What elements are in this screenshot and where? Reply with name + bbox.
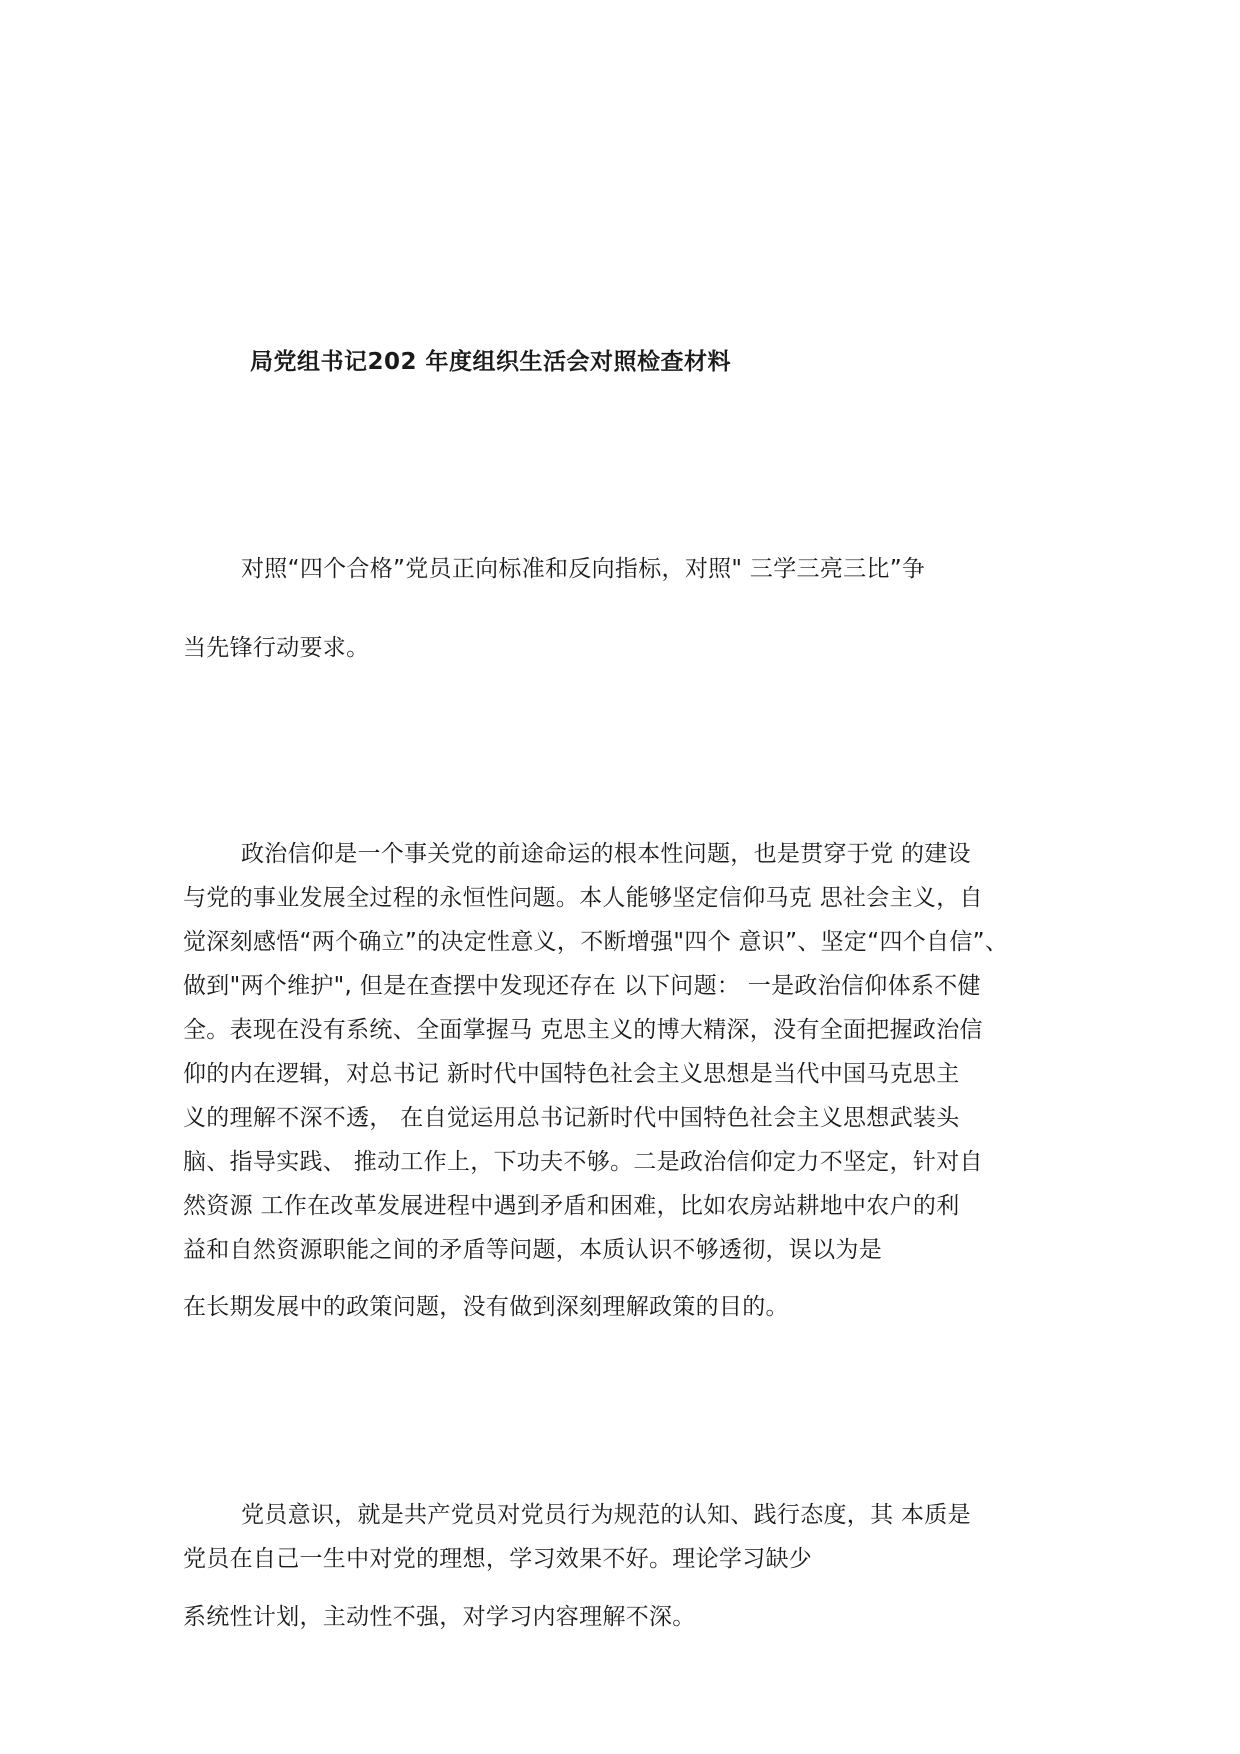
political-line-3: 觉深刻感悟“两个确立”的决定性意义，不断增强"四个 意识”、坚定“四个自信”、	[183, 929, 1009, 955]
awareness-line-2: 党员在自己一生中对党的理想，学习效果不好。理论学习缺少	[183, 1546, 813, 1572]
political-line-7: 义的理解不深不透， 在自觉运用总书记新时代中国特色社会主义思想武装头	[183, 1105, 960, 1131]
intro-line-2: 当先锋行动要求。	[183, 635, 370, 661]
political-line-9: 然资源 工作在改革发展进程中遇到矛盾和困难，比如农房站耕地中农户的利	[183, 1193, 960, 1219]
awareness-line-3: 系统性计划，主动性不强，对学习内容理解不深。	[183, 1604, 696, 1630]
political-line-5: 全。表现在没有系统、全面掌握马 克思主义的博大精深，没有全面把握政治信	[183, 1017, 983, 1043]
political-line-11: 在长期发展中的政策问题，没有做到深刻理解政策的目的。	[183, 1294, 789, 1320]
political-line-1: 政治信仰是一个事关党的前途命运的根本性问题，也是贯穿于党 的建设	[241, 841, 971, 867]
political-line-6: 仰的内在逻辑，对总书记 新时代中国特色社会主义思想是当代中国马克思主	[183, 1061, 960, 1087]
political-line-2: 与党的事业发展全过程的永恒性问题。本人能够坚定信仰马克 思社会主义，自	[183, 885, 983, 911]
political-line-8: 脑、指导实践、 推动工作上，下功夫不够。二是政治信仰定力不坚定，针对自	[183, 1149, 983, 1175]
political-line-4: 做到"两个维护", 但是在查摆中发现还存在 以下问题： 一是政治信仰体系不健	[183, 973, 981, 999]
intro-line-1: 对照“四个合格”党员正向标准和反向指标，对照" 三学三亮三比”争	[241, 556, 926, 582]
document-title: 局党组书记202 年度组织生活会对照检查材料	[250, 349, 732, 375]
political-line-10: 益和自然资源职能之间的矛盾等问题，本质认识不够透彻，误以为是	[183, 1237, 882, 1263]
awareness-line-1: 党员意识，就是共产党员对党员行为规范的认知、践行态度，其 本质是	[241, 1502, 971, 1528]
